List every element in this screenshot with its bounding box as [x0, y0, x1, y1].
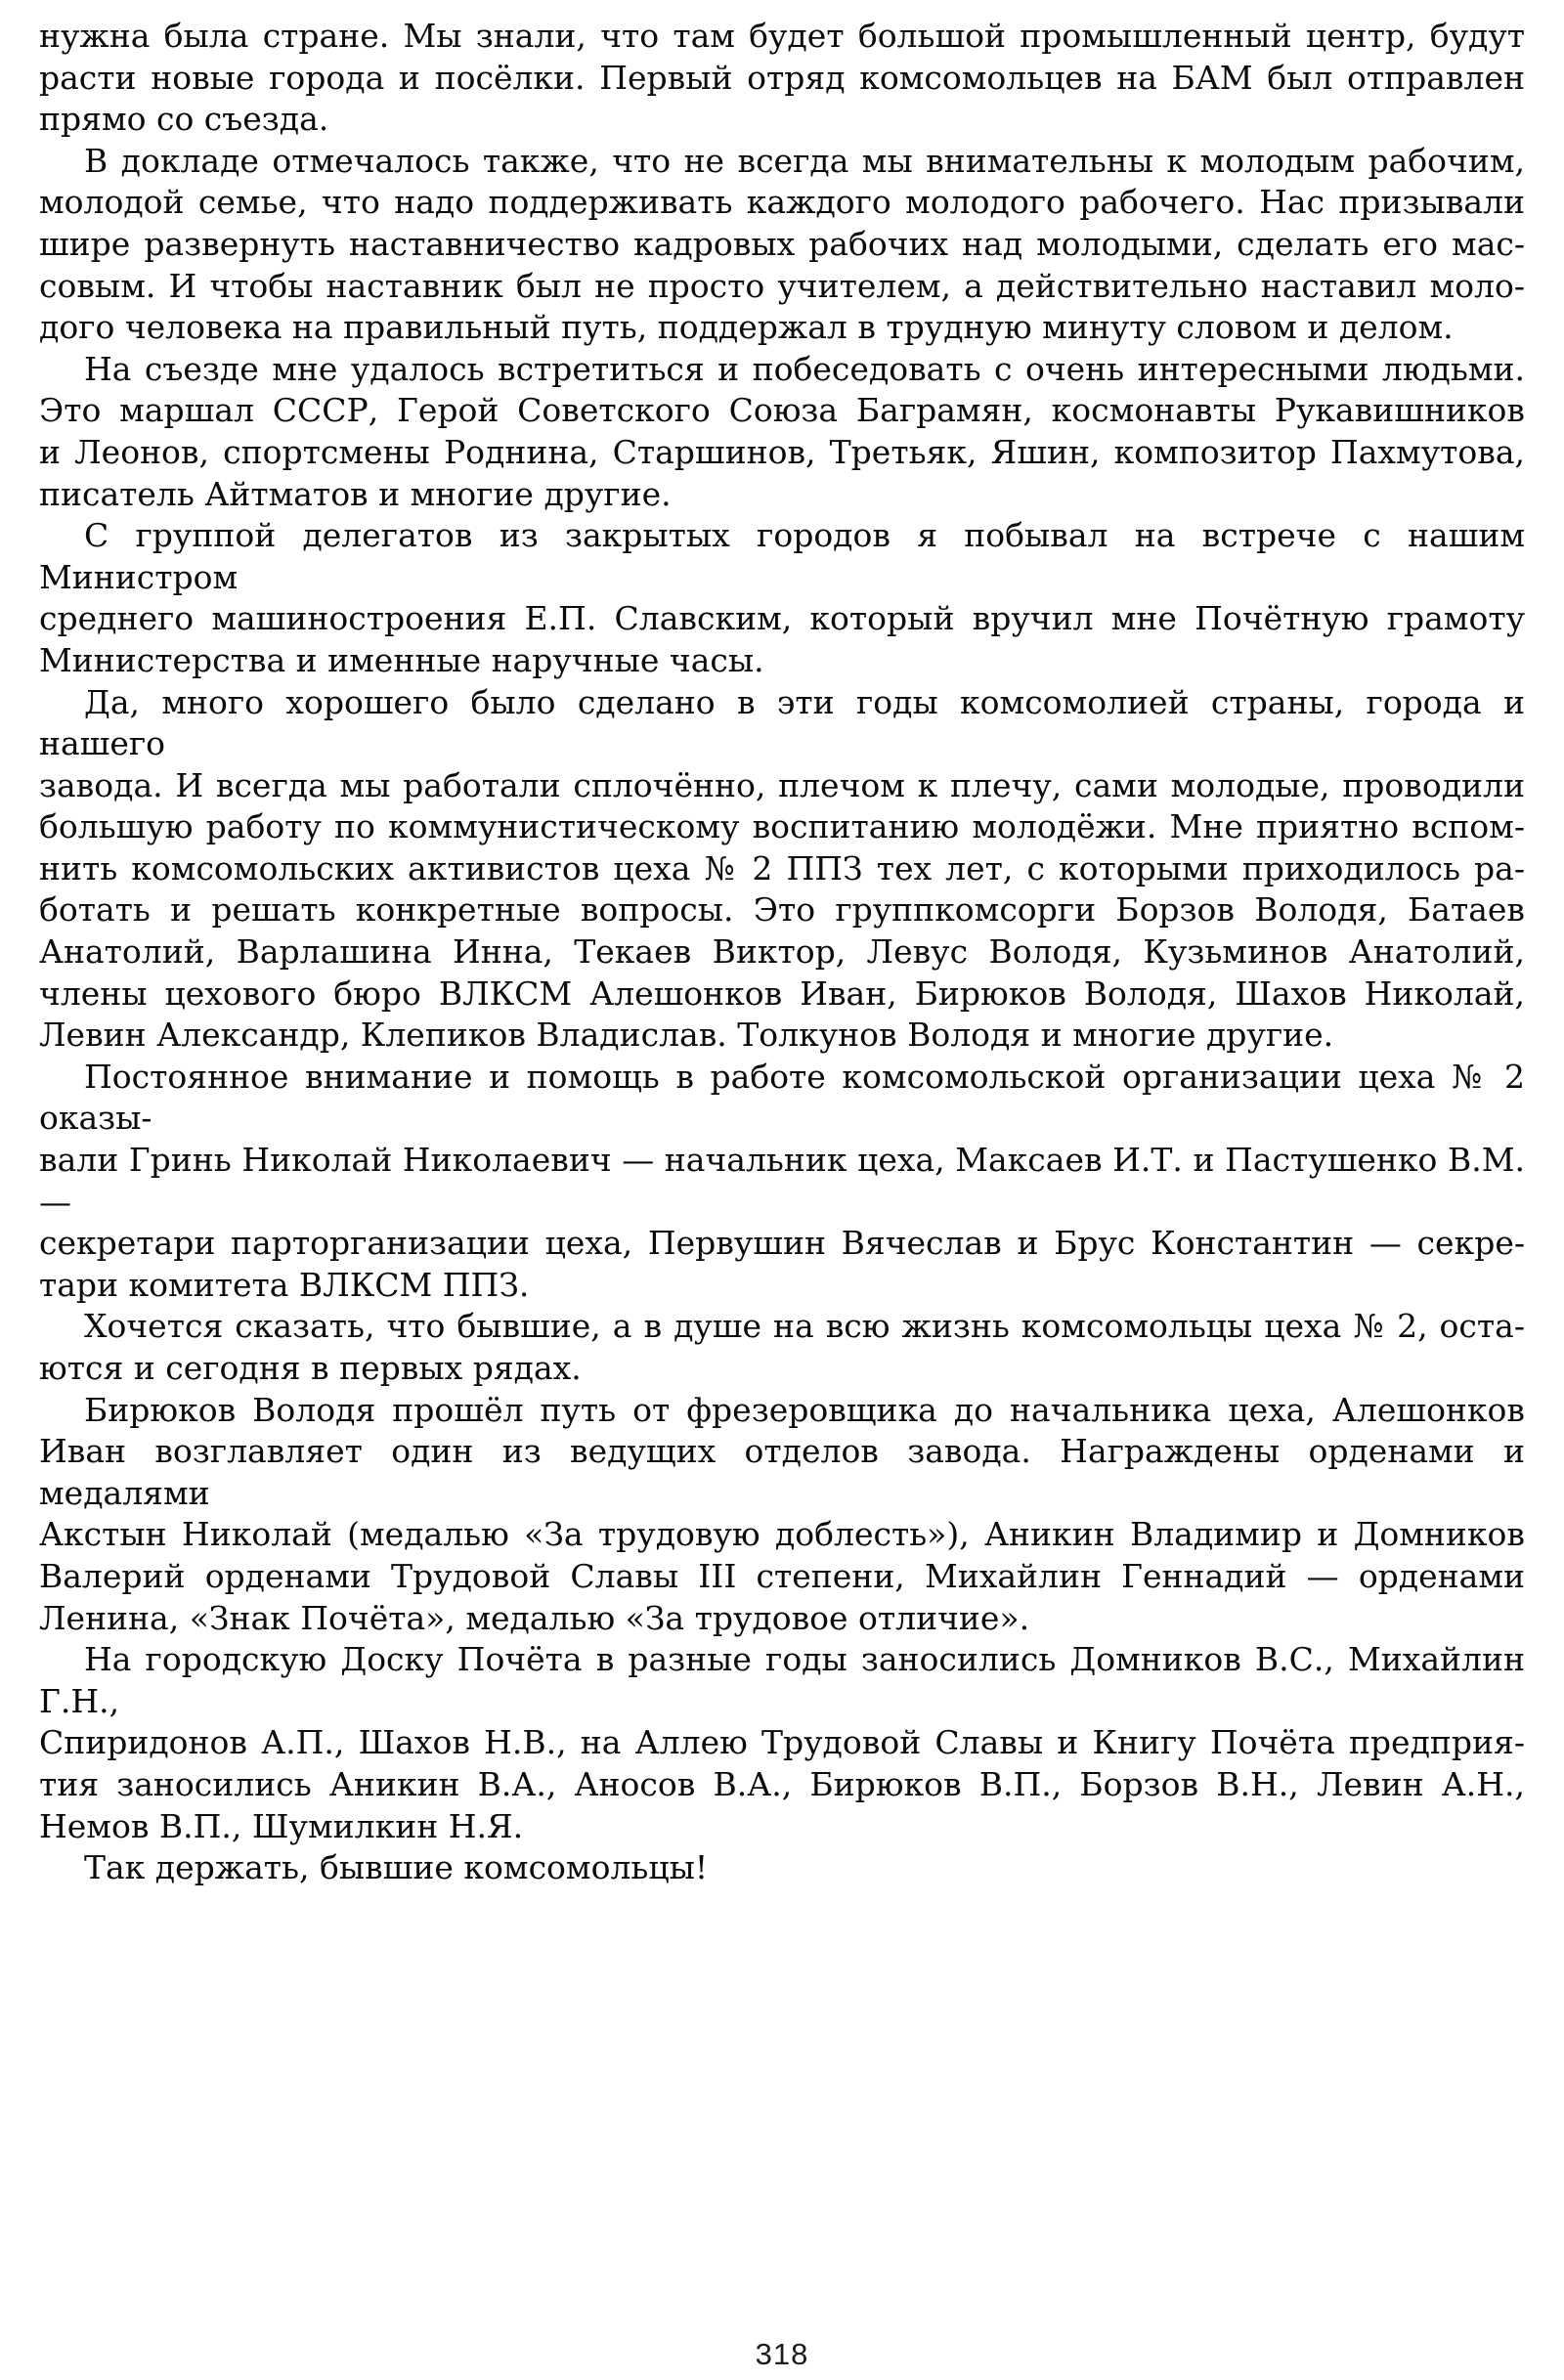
- text-line: секретари парторганизации цеха, Первушин Вячеслав и Брус Константин — секре-: [39, 1224, 1525, 1263]
- text-line: прямо со съезда.: [39, 100, 329, 139]
- text-line: Ленина, «Знак Почёта», медалью «За трудовое отличие».: [39, 1598, 1030, 1637]
- text-line: Так держать, бывшие комсомольцы!: [84, 1848, 709, 1887]
- text-line: Министерства и именные наручные часы.: [39, 640, 764, 679]
- text-line: Анатолий, Варлашина Инна, Текаев Виктор, Левус Володя, Кузьминов Анатолий,: [39, 932, 1525, 972]
- text-line: нить комсомольских активистов цеха № 2 ППЗ тех лет, с которыми приходилось ра-: [39, 848, 1525, 887]
- text-line: Постоянное внимание и помощь в работе комсомольской организации цеха № 2 оказы-: [39, 1057, 1525, 1138]
- text-line: Валерий орденами Трудовой Славы III степени, Михайлин Геннадий — орденами: [39, 1556, 1525, 1595]
- text-line: Иван возглавляет один из ведущих отделов завода. Награждены орденами и медалями: [39, 1432, 1525, 1512]
- text-line: Акстын Николай (медалью «За трудовую доблесть»), Аникин Владимир и Домников: [39, 1515, 1525, 1554]
- text-line: С группой делегатов из закрытых городов я побывал на встрече с нашим Министром: [39, 516, 1525, 596]
- text-line: нужна была стране. Мы знали, что там будет большой промышленный центр, будут: [39, 17, 1525, 55]
- text-line: Это маршал СССР, Герой Советского Союза Баграмян, космонавты Рукавишников: [39, 391, 1525, 430]
- text-line: тари комитета ВЛКСМ ППЗ.: [39, 1265, 530, 1304]
- text-line: Немов В.П., Шумилкин Н.Я.: [39, 1806, 524, 1845]
- text-line: Да, много хорошего было сделано в эти годы комсомолией страны, города и нашего: [39, 682, 1525, 763]
- text-line: тия заносились Аникин В.А., Аносов В.А., Бирюков В.П., Борзов В.Н., Левин А.Н.,: [39, 1764, 1525, 1803]
- text-line: В докладе отмечалось также, что не всегда мы внимательны к молодым рабочим,: [84, 141, 1525, 180]
- text-line: ются и сегодня в первых рядах.: [39, 1349, 582, 1387]
- text-line: и Леонов, спортсмены Роднина, Старшинов, Третьяк, Яшин, композитор Пахмутова,: [39, 432, 1525, 471]
- text-line: среднего машиностроения Е.П. Славским, который вручил мне Почётную грамоту: [39, 599, 1525, 638]
- body-text: [39, 16, 1525, 1889]
- text-line: На съезде мне удалось встретиться и побеседовать с очень интересными людьми.: [84, 349, 1525, 388]
- text-line: Спиридонов А.П., Шахов Н.В., на Аллею Трудовой Славы и Книгу Почёта предприя-: [39, 1723, 1525, 1762]
- text-line: расти новые города и посёлки. Первый отряд комсомольцев на БАМ был отправлен: [39, 58, 1525, 97]
- text-line: завода. И всегда мы работали сплочённо, плечом к плечу, сами молодые, проводили: [39, 765, 1525, 804]
- text-line: ботать и решать конкретные вопросы. Это группкомсорги Борзов Володя, Батаев: [39, 890, 1525, 930]
- text-line: Хочется сказать, что бывшие, а в душе на всю жизнь комсомольцы цеха № 2, оста-: [84, 1307, 1525, 1346]
- text-line: члены цехового бюро ВЛКСМ Алешонков Иван, Бирюков Володя, Шахов Николай,: [39, 974, 1525, 1013]
- page-number: 318: [755, 2337, 809, 2371]
- text-line: шире развернуть наставничество кадровых рабочих над молодыми, сделать его мас-: [39, 224, 1525, 263]
- text-line: На городскую Доску Почёта в разные годы заносились Домников В.С., Михайлин Г.Н.,: [39, 1640, 1525, 1720]
- text-line: писатель Айтматов и многие другие.: [39, 474, 672, 513]
- text-line: большую работу по коммунистическому воспитанию молодёжи. Мне приятно вспом-: [39, 807, 1525, 846]
- text-line: молодой семье, что надо поддерживать каждого молодого рабочего. Нас призывали: [39, 183, 1525, 222]
- text-line: дого человека на правильный путь, поддержал в трудную минуту словом и делом.: [39, 308, 1454, 347]
- text-line: Левин Александр, Клепиков Владислав. Толкунов Володя и многие другие.: [39, 1016, 1334, 1055]
- text-line: Бирюков Володя прошёл путь от фрезеровщика до начальника цеха, Алешонков: [84, 1390, 1525, 1429]
- text-line: вали Гринь Николай Николаевич — начальник цеха, Максаев И.Т. и Пастушенко В.М. —: [39, 1141, 1525, 1221]
- text-line: совым. И чтобы наставник был не просто учителем, а действительно наставил моло-: [39, 266, 1525, 305]
